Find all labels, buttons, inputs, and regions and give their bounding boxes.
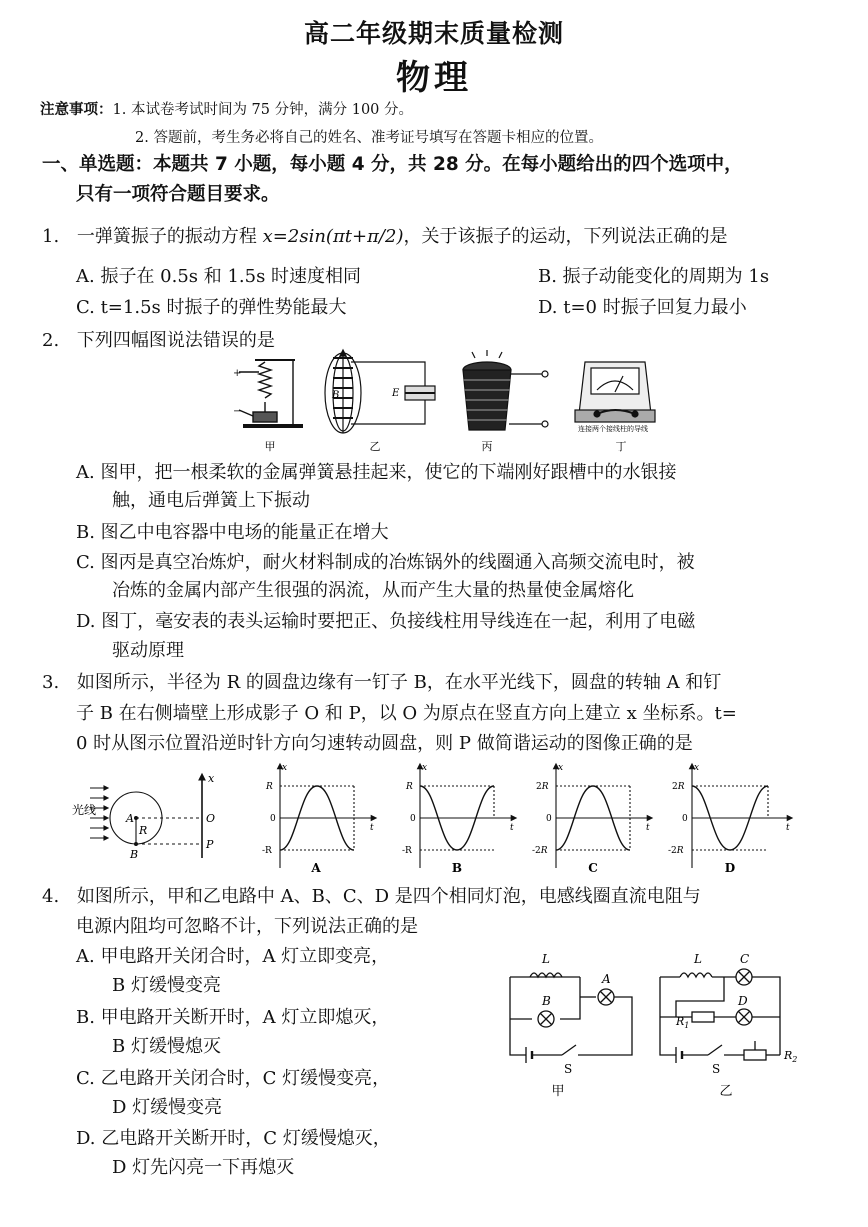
question-3 <box>42 668 721 698</box>
subject-title: 物理 <box>396 58 472 98</box>
fig-ding-label: 连接两个接线柱的导线 <box>578 425 648 433</box>
q2-number: 2. <box>42 330 60 351</box>
svg-text:B: B <box>542 994 551 1008</box>
q4-option-d-line1: D. 乙电路开关断开时，C 灯缓慢熄灭， <box>76 1128 391 1149</box>
q1-number: 1. <box>42 226 60 247</box>
q3-label-p: P <box>206 838 214 851</box>
svg-text:0: 0 <box>682 814 688 824</box>
q3-graph-letter-c: C <box>588 861 598 875</box>
q3-label-o: O <box>206 812 216 825</box>
svg-text:2R: 2R <box>536 782 549 792</box>
svg-text:D: D <box>738 994 748 1008</box>
notice-block <box>40 98 413 119</box>
fig-caption-yi: 乙 <box>369 440 381 453</box>
svg-text:C: C <box>740 952 750 966</box>
q4-option-c-line1: C. 乙电路开关闭合时，C 灯缓慢变亮， <box>76 1068 391 1089</box>
svg-text:t: t <box>510 823 514 833</box>
svg-text:-2R: -2R <box>532 846 548 856</box>
q3-number: 3. <box>42 672 60 693</box>
q3-line2: 子 B 在右侧墙壁上形成影子 O 和 P，以 O 为原点在竖直方向上建立 x 坐标系。t= <box>76 703 737 724</box>
q1-equation: x=2sin(πt+π/2) <box>262 226 404 247</box>
svg-text:A: A <box>602 972 611 986</box>
section-heading-line1: 一、单选题：本题共 7 小题，每小题 4 分，共 28 分。在每小题给出的四个选项中， <box>42 154 743 175</box>
q3-disk-figure <box>72 770 232 862</box>
svg-text:-R: -R <box>262 846 272 856</box>
q1-option-d: D. t=0 时振子回复力最小 <box>538 297 747 318</box>
notice-label: 注意事项： <box>40 102 113 118</box>
svg-text:L: L <box>694 952 702 966</box>
svg-text:R1: $R_1$ <box>676 1015 690 1030</box>
q3-graph-letter-d: D <box>724 861 736 875</box>
svg-text:x: x <box>558 763 564 773</box>
q2-option-a-line1: A. 图甲，把一根柔软的金属弹簧悬挂起来，使它的下端刚好跟槽中的水银接 <box>76 462 677 483</box>
svg-text:x: x <box>422 763 428 773</box>
q2-stem: 下列四幅图说法错误的是 <box>76 330 275 351</box>
fig-caption-jia: 甲 <box>264 440 276 453</box>
svg-text:R2: $R_2$ <box>784 1049 798 1064</box>
svg-text:x: x <box>282 763 288 773</box>
q3-label-r: R <box>139 824 148 837</box>
q3-graph-c <box>556 766 650 868</box>
fig-caption-bing: 丙 <box>481 440 493 453</box>
svg-text:R: R <box>406 782 413 792</box>
q4-option-b-line1: B. 甲电路开关断开时，A 灯立即熄灭， <box>76 1007 390 1028</box>
q2-option-d-line1: D. 图丁，毫安表的表头运输时要把正、负接线柱用导线连在一起，利用了电磁 <box>76 611 696 632</box>
svg-text:-2R: -2R <box>668 846 684 856</box>
q3-light-label: 光线 <box>72 803 97 817</box>
q1-option-b: B. 振子动能变化的周期为 1s <box>538 266 770 287</box>
svg-text:0: 0 <box>270 814 276 824</box>
fig-yi-label-e: E <box>392 388 400 399</box>
svg-text:2R: 2R <box>672 782 685 792</box>
fig-caption-ding: 丁 <box>615 440 627 453</box>
q4-line1: 如图所示，甲和乙电路中 A、B、C、D 是四个相同灯泡，电感线圈直流电阻与 <box>76 886 701 907</box>
svg-text:t: t <box>370 823 374 833</box>
q3-graph-a <box>280 766 374 868</box>
q1-option-a: A. 振子在 0.5s 和 1.5s 时速度相同 <box>76 266 362 287</box>
q3-graph-d <box>692 766 790 868</box>
question-1 <box>42 222 727 252</box>
circuit-caption-yi: 乙 <box>719 1084 733 1099</box>
svg-text:S: S <box>712 1062 721 1076</box>
q4-circuits <box>480 945 830 1105</box>
q1-option-c: C. t=1.5s 时振子的弹性势能最大 <box>76 297 347 318</box>
notice-item-1: 1. 本试卷考试时间为 75 分钟，满分 100 分。 <box>112 102 414 118</box>
q4-option-a-line2: B 灯缓慢变亮 <box>112 975 221 996</box>
svg-text:0: 0 <box>410 814 416 824</box>
circuit-caption-jia: 甲 <box>551 1084 565 1099</box>
q3-label-x: x <box>208 772 215 785</box>
q3-line3: 0 时从图示位置沿逆时针方向匀速转动圆盘，则 P 做简谐运动的图像正确的是 <box>76 733 693 754</box>
svg-text:x: x <box>694 763 700 773</box>
q3-line1: 如图所示，半径为 R 的圆盘边缘有一钉子 B，在水平光线下，圆盘的转轴 A 和钉 <box>76 672 722 693</box>
q4-line2: 电源内阻均可忽略不计，下列说法正确的是 <box>76 916 418 937</box>
exam-title: 高二年级期末质量检测 <box>303 19 564 48</box>
svg-text:S: S <box>564 1062 573 1076</box>
q2-option-c-line2: 冶炼的金属内部产生很强的涡流，从而产生大量的热量使金属熔化 <box>112 580 634 601</box>
svg-text:+: + <box>233 368 242 379</box>
q2-option-c-line1: C. 图丙是真空冶炼炉，耐火材料制成的冶炼锅外的线圈通入高频交流电时，被 <box>76 552 695 573</box>
q3-graph-b <box>420 766 514 868</box>
q1-stem-after: ，关于该振子的运动，下列说法正确的是 <box>403 226 728 247</box>
circuit-jia <box>510 973 632 1063</box>
svg-text:-R: -R <box>402 846 412 856</box>
svg-text:t: t <box>646 823 650 833</box>
fig-bing-furnace <box>463 350 548 430</box>
question-4 <box>42 882 701 912</box>
fig-yi-label-b: B <box>332 390 340 401</box>
q4-number: 4. <box>42 886 60 907</box>
q2-figures <box>225 348 665 458</box>
notice-item-2: 2. 答题前，考生务必将自己的姓名、准考证号填写在答题卡相应的位置。 <box>135 130 603 146</box>
q3-label-b: B <box>130 848 139 861</box>
q2-option-d-line2: 驱动原理 <box>112 640 184 661</box>
q1-stem: 一弹簧振子的振动方程 <box>76 226 257 247</box>
q2-option-b: B. 图乙中电容器中电场的能量正在增大 <box>76 522 389 543</box>
svg-text:R: R <box>266 782 273 792</box>
svg-text:L: L <box>542 952 550 966</box>
q2-option-a-line2: 触，通电后弹簧上下振动 <box>112 490 310 511</box>
q3-graph-letter-b: B <box>451 861 463 875</box>
fig-jia-spring-apparatus <box>233 360 303 426</box>
q3-graph-letter-a: A <box>311 861 321 875</box>
q4-option-c-line2: D 灯缓慢变亮 <box>112 1097 223 1118</box>
q3-label-a: A <box>126 812 134 825</box>
svg-text:0: 0 <box>546 814 552 824</box>
svg-text:−: − <box>233 406 242 417</box>
section-heading-line2: 只有一项符合题目要求。 <box>76 184 280 205</box>
svg-text:t: t <box>786 823 790 833</box>
q4-option-b-line2: B 灯缓慢熄灭 <box>112 1036 221 1057</box>
q4-option-d-line2: D 灯先闪亮一下再熄灭 <box>112 1157 295 1178</box>
q3-graphs <box>256 760 816 880</box>
q4-option-a-line1: A. 甲电路开关闭合时，A 灯立即变亮， <box>76 946 390 967</box>
fig-ding-milliammeter <box>575 362 655 422</box>
fig-yi-lc-circuit <box>325 350 435 433</box>
